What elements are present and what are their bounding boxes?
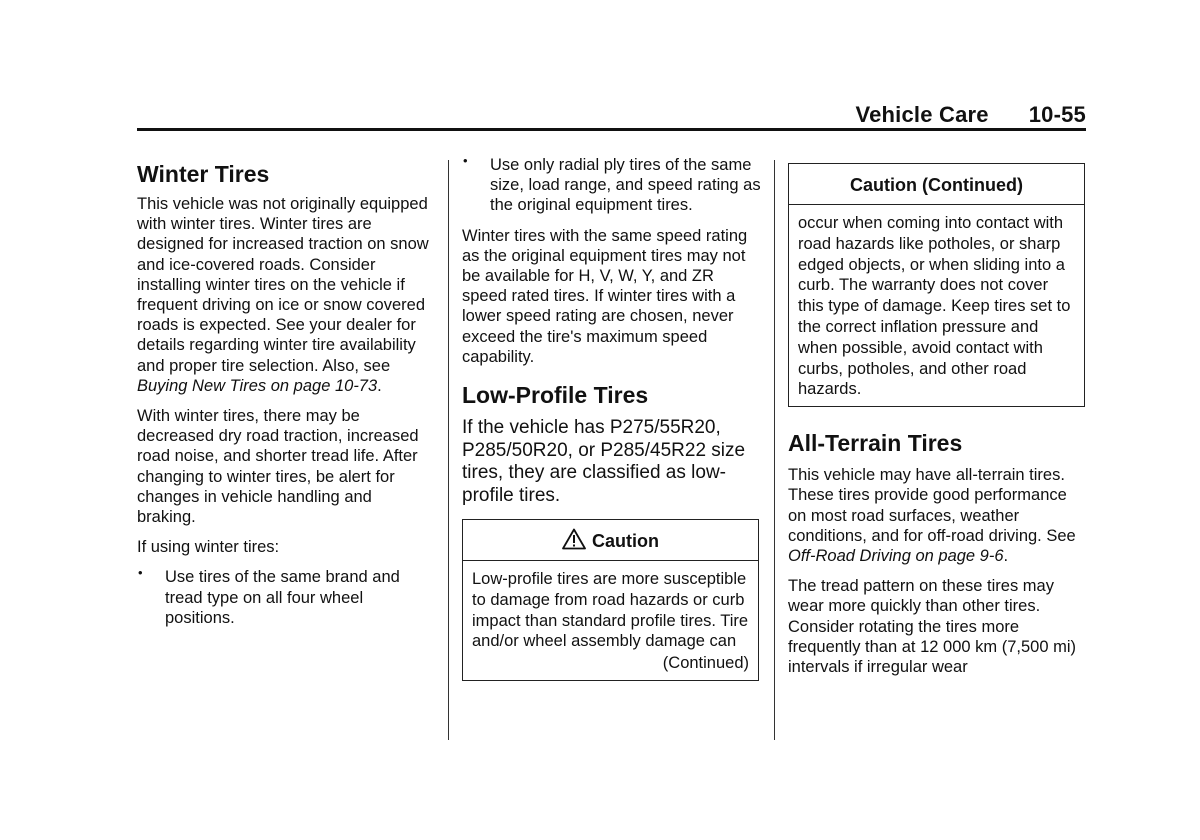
paragraph-winter-traction: With winter tires, there may be decreased dry road traction, increased road noise, and shorter tread life. After changing to winter tires, be alert for changes in vehicle handling and braking. [137, 407, 419, 527]
paragraph-speed-rating: Winter tires with the same speed rating as the original equipment tires may not be available for H, V, W, Y, and ZR speed rated tires. If winter tires with a lower speed rating are chosen, never exceed the tire's maximum speed capability. [462, 226, 748, 366]
header-text [855, 102, 1086, 128]
cross-reference-link[interactable]: Off-Road Driving on page 9-6 [788, 546, 1004, 565]
bullet-dot: • [138, 565, 143, 581]
paragraph-text: This vehicle was not originally equipped with winter tires. Winter tires are designed for increased traction on snow and ice-covered roads. Consider installing winter tires on the vehicle if frequent driving on ice or snow covered roads is expected. See your dealer for details regarding winter tire availability and proper tire selection. Also, see [137, 195, 429, 375]
column-3 [788, 150, 1088, 677]
bullet-text: Use only radial ply tires of the same size, load range, and speed rating as the original equipment tires. [490, 156, 761, 215]
column-1 [137, 150, 432, 628]
warning-triangle-icon [562, 523, 586, 565]
paragraph-winter-intro [137, 194, 432, 396]
page-header [137, 100, 1086, 130]
paragraph-if-using: If using winter tires: [137, 538, 280, 557]
header-rule [137, 128, 1086, 131]
paragraph-text: This vehicle may have all-terrain tires. These tires provide good performance on most road surfaces, weather conditions, and for off-road driving. See [788, 466, 1076, 545]
caution-title: Caution [592, 531, 659, 552]
caution-continued-header: Caution (Continued) [789, 164, 1084, 205]
caution-continued-box [788, 163, 1085, 407]
column-2 [462, 150, 762, 681]
caution-continued-body: occur when coming into contact with road hazards like potholes, or sharp edged objects, or when sliding into a curb. The warranty does not cover this type of damage. Keep tires set to the correct inflation pressure and when possible, avoid contact with curbs, potholes, and other road hazards. [798, 214, 1071, 399]
paragraph-tread-pattern: The tread pattern on these tires may wear more quickly than other tires. Consider rotating the tires more frequently than at 12 000 km (7,500 mi) intervals if irregular wear [788, 577, 1076, 676]
paragraph-low-profile: If the vehicle has P275/55R20, P285/50R20, or P285/45R22 size tires, they are classified as low-profile tires. [462, 417, 746, 506]
caution-text: Low-profile tires are more susceptible to damage from road hazards or curb impact than standard profile tires. Tire and/or wheel assembly damage can [472, 570, 749, 651]
column-divider-1 [448, 160, 449, 740]
caution-body [463, 561, 758, 680]
paragraph-end: . [1003, 546, 1009, 565]
list-item-bullet-1 [137, 567, 432, 628]
bullet-text: Use tires of the same brand and tread type on all four wheel positions. [165, 568, 400, 627]
section-heading-all-terrain: All-Terrain Tires [788, 430, 963, 457]
caution-header [463, 520, 758, 561]
list-item-bullet-2 [462, 155, 762, 216]
caution-box [462, 519, 759, 681]
cross-reference-link[interactable]: Buying New Tires on page 10-73 [137, 376, 378, 395]
section-heading-winter-tires: Winter Tires [137, 161, 270, 187]
paragraph-all-terrain [788, 465, 1088, 566]
paragraph-end: . [377, 376, 382, 395]
bullet-dot: • [463, 153, 468, 168]
section-heading-low-profile: Low-Profile Tires [462, 382, 649, 409]
page-number: 10-55 [1028, 102, 1086, 127]
section-title: Vehicle Care [855, 102, 989, 127]
continued-label: (Continued) [662, 654, 749, 673]
column-divider-2 [774, 160, 775, 740]
